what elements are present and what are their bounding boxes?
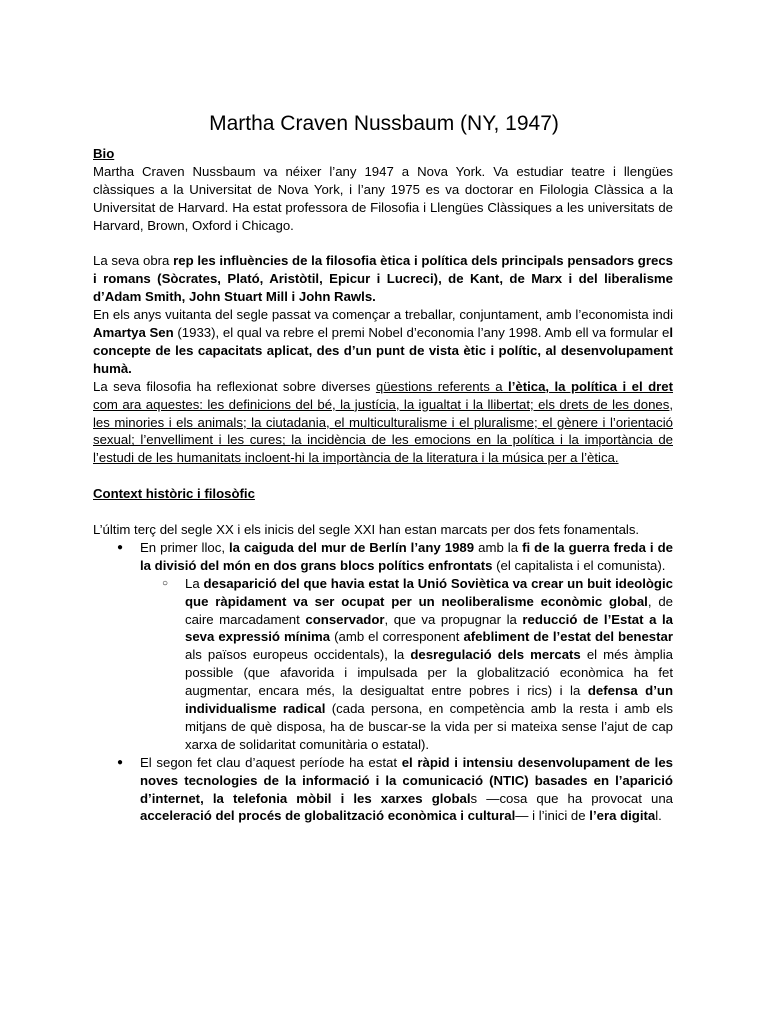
bio-paragraph-2: La seva obra rep les influències de la filosofia ètica i política dels principals pensadors grecs i romans (Sòcrates, Plató, Aristòtil, Epicur i Lucreci), de Kant, de Marx i del liberalisme d’Adam Smith, John Stuart Mill i John Rawls. [93,253,673,305]
context-list [93,539,673,826]
bio-paragraph-1: Martha Craven Nussbaum va néixer l’any 1947 a Nova York. Va estudiar teatre i llengües clàssiques a la Universitat de Nova York, i l’any 1975 es va doctorar en Filologia Clàssica a la Universitat de Harvard. Ha estat professora de Filosofia i Llengües Clàssiques a les universitats de Harvard, Brown, Oxford i Chicago. [93,163,673,233]
list-item: ● En primer lloc, la caiguda del mur de Berlín l’any 1989 amb la fi de la guerra freda i de la divisió del món en dos grans blocs polítics enfrontats (el capitalista i el comunista). ○ La desaparició del que havia estat la Unió Soviètica va crear un buit ideològic que ràpidament va ser ocupat per un neoliberalisme econòmic global, de caire marcadament conservador, que va propugnar la reducció de l’Estat a la seva expressió mínima (amb el corresponent afebliment de l’estat del benestar als països europeus occidentals), la desregulació dels mercats el més àmplia possible (que afavorida i impulsada per la globalització econòmica ha fet augmentar, encara més, la desigualtat entre pobres i rics) i la defensa d’un individualisme radical (cada persona, en competència amb la resta i amb els mitjans de què disposa, ha de buscar-se la vida per si mateixa sense l’ajut de cap xarxa de solidaritat comunitària o estatal). [140,539,673,754]
bio-heading: Bio [93,146,115,161]
bio-paragraph-4: La seva filosofia ha reflexionat sobre diverses qüestions referents a l’ètica, la política i el dret com ara aquestes: les definicions del bé, la justícia, la igualtat i la llibertat; els drets de les dones, les minories i els animals; la ciutadania, el multiculturalisme i el pluralisme; el gènere i l’orientació sexual; l’envelliment i les cures; la incidència de les emocions en la política i la importància de l’estudi de les humanitats incloent-hi la importància de la literatura i la música per a l’ètica. [93,378,673,466]
document-body [93,145,673,825]
sub-list [140,575,673,754]
bio-paragraph-3: En els anys vuitanta del segle passat va començar a treballar, conjuntament, amb l’economista indi Amartya Sen (1933), el qual va rebre el premi Nobel d’economia l’any 1998. Amb ell va formular el concepte de les capacitats aplicat, des d’un punt de vista ètic i polític, al desenvolupament humà. [93,307,673,376]
context-heading: Context històric i filosòfic [93,486,255,502]
sub-list-item: ○ La desaparició del que havia estat la Unió Soviètica va crear un buit ideològic que ràpidament va ser ocupat per un neoliberalisme econòmic global, de caire marcadament conservador, que va propugnar la reducció de l’Estat a la seva expressió mínima (amb el corresponent afebliment de l’estat del benestar als països europeus occidentals), la desregulació dels mercats el més àmplia possible (que afavorida i impulsada per la globalització econòmica ha fet augmentar, encara més, la desigualtat entre pobres i rics) i la defensa d’un individualisme radical (cada persona, en competència amb la resta i amb els mitjans de què disposa, ha de buscar-se la vida per si mateixa sense l’ajut de cap xarxa de solidaritat comunitària o estatal). [185,575,673,754]
spacer [93,467,673,485]
spacer [93,503,673,521]
list-item: ● El segon fet clau d’aquest període ha estat el ràpid i intensiu desenvolupament de les noves tecnologies de la informació i la comunicació (NTIC) basades en l’aparició d’internet, la telefonia mòbil i les xarxes globals —cosa que ha provocat una acceleració del procés de globalització econòmica i cultural— i l’inici de l’era digital. [140,754,673,826]
spacer [93,235,673,253]
context-intro: L’últim terç del segle XX i els inicis del segle XXI han estan marcats per dos fets fonamentals. [93,521,640,537]
document-title: Martha Craven Nussbaum (NY, 1947) [209,112,559,135]
